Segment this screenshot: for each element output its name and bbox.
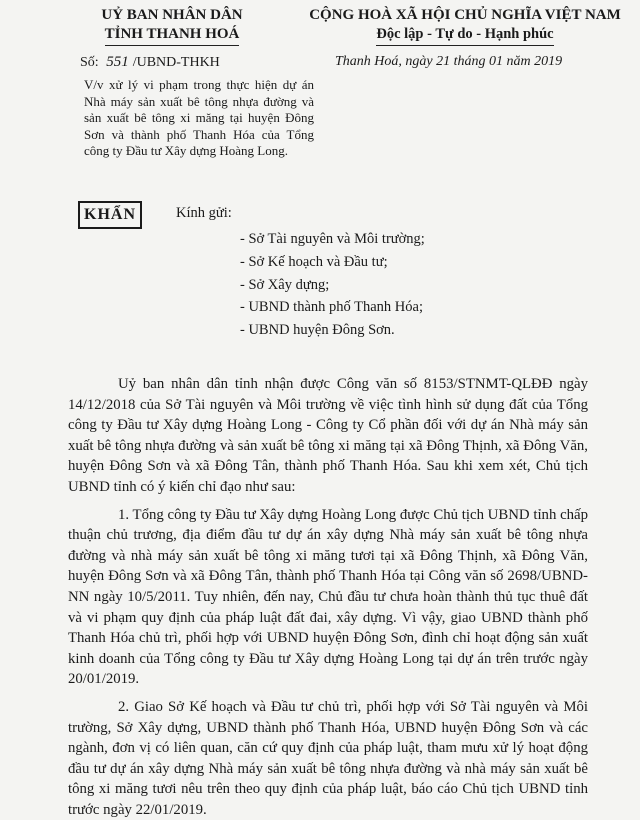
recipient-item: - Sở Xây dựng; [240,276,330,293]
doc-number-prefix: Số: [80,55,99,70]
national-motto: Độc lập - Tự do - Hạnh phúc [376,25,553,46]
urgent-stamp: KHẨN [78,201,142,229]
authority-line-2: TỈNH THANH HOÁ [105,25,240,46]
document-number [80,54,220,71]
document-body [68,374,588,820]
issuing-authority [72,6,272,46]
recipient-item: - Sở Kế hoạch và Đầu tư; [240,253,388,270]
directive-item-2: 2. Giao Sở Kế hoạch và Đầu tư chủ trì, phối hợp với Sở Tài nguyên và Môi trường, Sở Xây dựng, UBND thành phố Thanh Hóa, UBND huyện Đông Sơn và các ngành, đơn vị có liên quan, căn cứ quy định của pháp luật, tham mưu xử lý hoạt động đầu tư dự án xây dựng Nhà máy sản xuất bê tông nhựa đường và nhà máy sản xuất bê tông xi măng tươi nêu trên theo quy định của pháp luật, báo cáo Chủ tịch UBND tỉnh trước ngày 22/01/2019. [68,698,588,818]
recipient-list [240,228,425,342]
document-subject: V/v xử lý vi phạm trong thực hiện dự án Nhà máy sản xuất bê tông nhựa đường và sản xuất bê tông xi măng tại huyện Đông Sơn và thành phố Thanh Hóa của Tổng công ty Đầu tư Xây dựng Hoàng Long. [84,77,314,158]
recipient-item: - UBND huyện Đông Sơn. [240,322,395,339]
salutation: Kính gửi: [176,205,232,221]
intro-paragraph: Uỷ ban nhân dân tỉnh nhận được Công văn số 8153/STNMT-QLĐĐ ngày 14/12/2018 của Sở Tài nguyên và Môi trường về việc tình hình sử dụng đất của Tổng công ty Đầu tư Xây dựng Hoàng Long - Công ty Cổ phần đối với dự án Nhà máy sản xuất bê tông nhựa đường và sản xuất bê tông xi măng tại xã Đông Thịnh, xã Đông Văn, huyện Đông Sơn và xã Đông Tân, thành phố Thanh Hóa. Sau khi xem xét, Chủ tịch UBND tỉnh có ý kiến chỉ đạo như sau: [68,376,588,495]
recipient-item: - UBND thành phố Thanh Hóa; [240,299,423,316]
doc-number-suffix: /UBND-THKH [132,55,220,70]
issue-date: Thanh Hoá, ngày 21 tháng 01 năm 2019 [335,54,563,69]
authority-line-1: UỶ BAN NHÂN DÂN [101,7,243,23]
national-title: CỘNG HOÀ XÃ HỘI CHỦ NGHĨA VIỆT NAM [309,7,621,23]
national-header [300,6,630,46]
directive-item-1: 1. Tổng công ty Đầu tư Xây dựng Hoàng Long được Chủ tịch UBND tỉnh chấp thuận chủ trương, địa điểm đầu tư dự án xây dựng Nhà máy sản xuất bê tông nhựa đường và nhà máy sản xuất bê tông xi măng tươi tại xã Đông Thịnh, xã Đông Văn, huyện Đông Sơn và xã Đông Tân, thành phố Thanh Hóa tại Công văn số 2698/UBND-NN ngày 10/5/2011. Tuy nhiên, đến nay, Chủ đầu tư chưa hoàn thành thủ tục thuê đất và vi phạm quy định của pháp luật đất đai, xây dựng. Vì vậy, giao UBND thành phố Thanh Hóa chủ trì, phối hợp với UBND huyện Đông Sơn, đình chỉ hoạt động sản xuất kinh doanh của Tổng công ty Đầu tư Xây dựng Hoàng Long tại dự án trên trước ngày 20/01/2019. [68,506,588,688]
doc-number-value: 551 [106,54,129,70]
recipient-item: - Sở Tài nguyên và Môi trường; [240,231,425,247]
